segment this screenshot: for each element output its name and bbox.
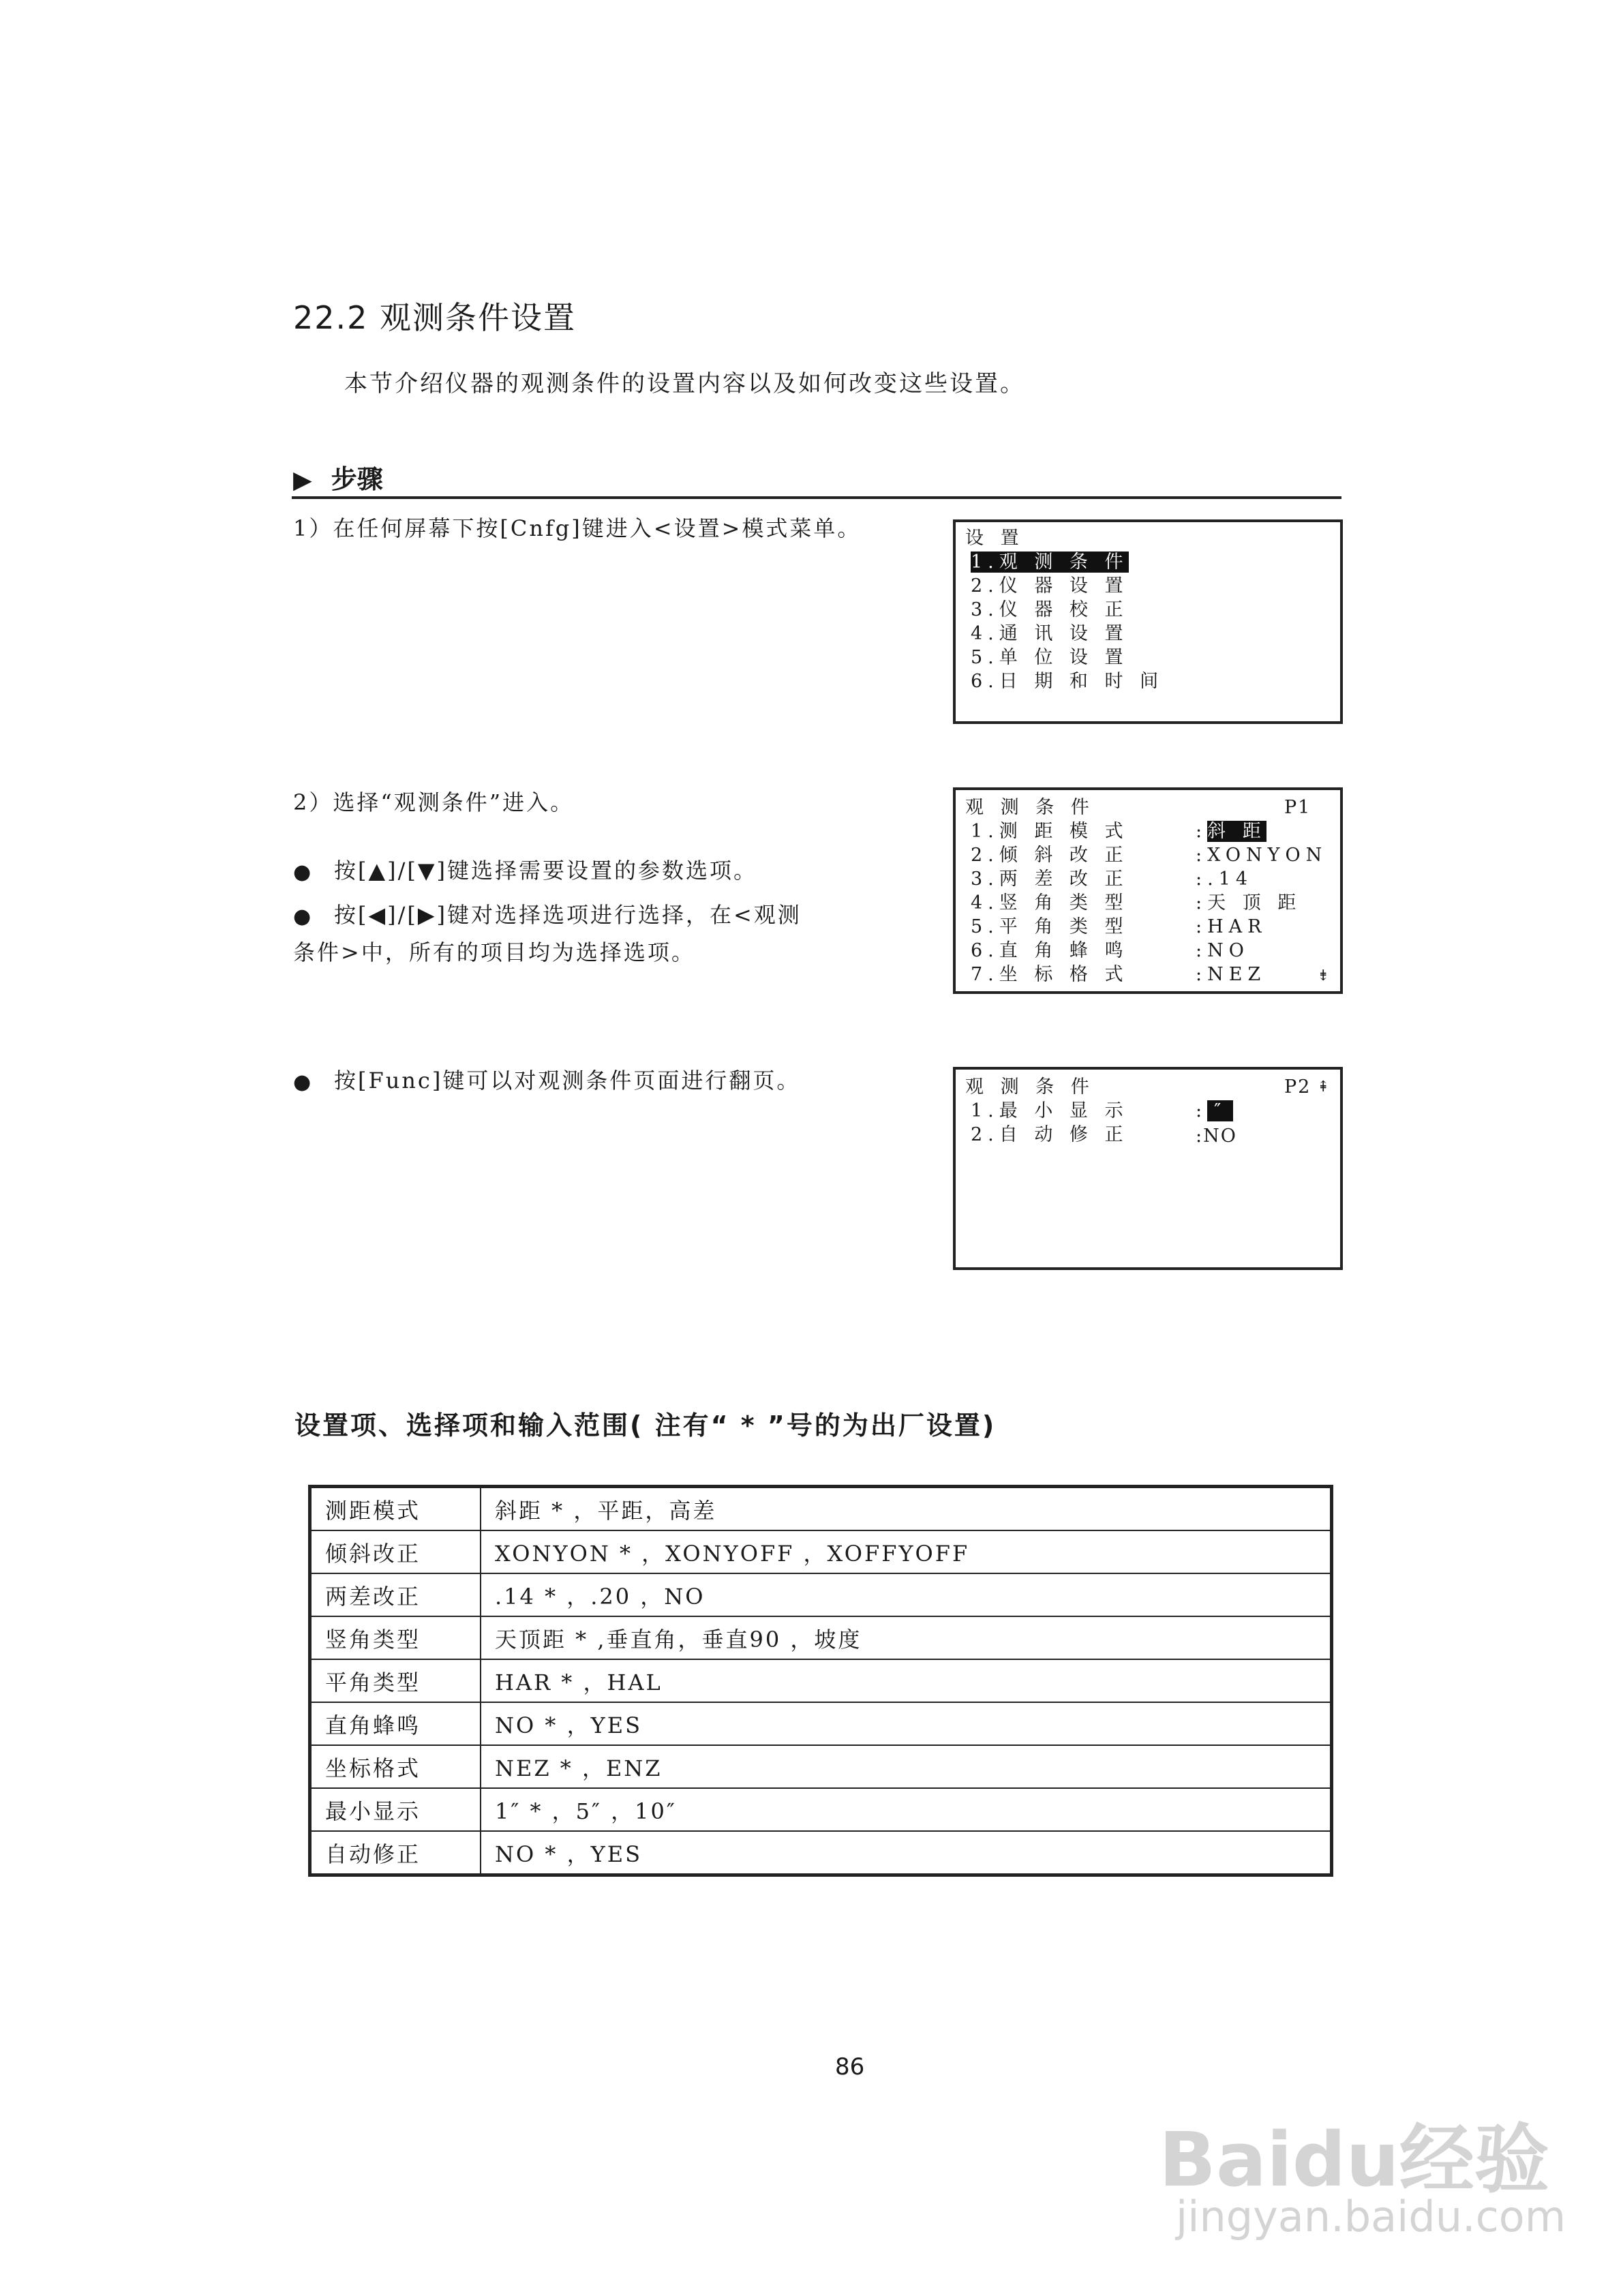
table-title: 设置项、选择项和输入范围( 注有“ * ”号的为出厂设置) xyxy=(294,1410,997,1440)
divider xyxy=(292,496,1341,499)
screen-title: 设 置 xyxy=(965,528,1025,549)
steps-header xyxy=(293,458,383,496)
table-row xyxy=(310,1573,1332,1616)
scroll-down-icon: ⇟ xyxy=(1317,967,1330,984)
section-title: 22.2 观测条件设置 xyxy=(293,299,577,336)
option-value: :XONYON xyxy=(1196,845,1328,866)
option-value: :NO xyxy=(1196,1126,1237,1147)
table-cell-options: 天顶距 * ,垂直角，垂直90 ，坡度 xyxy=(481,1616,1332,1659)
option-value: : ″ xyxy=(1196,1099,1233,1123)
table-cell-options: .14 * ，.20 ，NO xyxy=(481,1573,1332,1616)
menu-item: 2.仪 器 设 置 xyxy=(971,575,1129,596)
table-cell-options: NEZ * ，ENZ xyxy=(481,1745,1332,1788)
table-cell-options: NO * ，YES xyxy=(481,1702,1332,1745)
lcd-screen-obs-p1 xyxy=(953,787,1343,994)
bullet-icon: ● xyxy=(293,860,312,884)
table-row xyxy=(310,1745,1332,1788)
table-cell-item: 倾斜改正 xyxy=(310,1530,481,1573)
table-cell-options: NO * ，YES xyxy=(481,1831,1332,1875)
option-value: :HAR xyxy=(1196,916,1267,937)
table-cell-options: HAR * ，HAL xyxy=(481,1659,1332,1702)
menu-item: 1.观 测 条 件 xyxy=(971,552,1129,573)
table-row xyxy=(310,1702,1332,1745)
table-cell-item: 两差改正 xyxy=(310,1573,481,1616)
option-label: 4.竖 角 类 型 xyxy=(971,892,1129,913)
option-label: 1.最 小 显 示 xyxy=(971,1100,1129,1121)
option-value: :天 顶 距 xyxy=(1196,892,1302,913)
table-cell-options: 斜距 * ，平距，高差 xyxy=(481,1487,1332,1531)
steps-label: 步骤 xyxy=(331,464,383,494)
menu-item: 5.单 位 设 置 xyxy=(971,647,1129,668)
table-cell-item: 平角类型 xyxy=(310,1659,481,1702)
option-label: 7.坐 标 格 式 xyxy=(971,964,1129,985)
option-value: :NEZ xyxy=(1196,964,1266,985)
bullet-2-text-cont: 条件>中，所有的项目均为选择选项。 xyxy=(293,939,695,965)
option-value: :NO xyxy=(1196,940,1249,961)
bullet-icon: ● xyxy=(293,905,312,928)
menu-item: 6.日 期 和 时 间 xyxy=(971,671,1164,692)
screen-title: 观 测 条 件 xyxy=(965,1076,1095,1098)
bullet-3-text: 按[Func]键可以对观测条件页面进行翻页。 xyxy=(334,1068,801,1093)
baidu-logo-watermark: Baidu经验 xyxy=(1159,2116,1549,2203)
table-row xyxy=(310,1530,1332,1573)
intro-paragraph: 本节介绍仪器的观测条件的设置内容以及如何改变这些设置。 xyxy=(344,370,1025,397)
table-cell-item: 测距模式 xyxy=(310,1487,481,1531)
table-row xyxy=(310,1659,1332,1702)
option-label: 3.两 差 改 正 xyxy=(971,868,1129,890)
table-row xyxy=(310,1831,1332,1875)
page-number: 86 xyxy=(835,2053,865,2081)
watermark-url: jingyan.baidu.com xyxy=(1176,2192,1566,2241)
screen-title: 观 测 条 件 xyxy=(965,797,1095,818)
triangle-right-icon: ▶ xyxy=(293,466,312,494)
option-label: 5.平 角 类 型 xyxy=(971,916,1129,937)
bullet-icon: ● xyxy=(293,1070,312,1094)
scroll-up-icon: ⇞ xyxy=(1317,1078,1330,1096)
bullet-2-text: 按[◀]/[▶]键对选择选项进行选择，在<观测 xyxy=(334,902,802,928)
table-cell-item: 坐标格式 xyxy=(310,1745,481,1788)
table-row xyxy=(310,1616,1332,1659)
step-1-text: 1）在任何屏幕下按[Cnfg]键进入<设置>模式菜单。 xyxy=(293,515,862,541)
table-row xyxy=(310,1487,1332,1531)
option-label: 2.自 动 修 正 xyxy=(971,1124,1129,1145)
lcd-screen-settings xyxy=(953,519,1343,724)
option-label: 2.倾 斜 改 正 xyxy=(971,845,1129,866)
option-value: :斜 距 xyxy=(1196,821,1266,842)
menu-item: 3.仪 器 校 正 xyxy=(971,599,1129,620)
option-label: 1.测 距 模 式 xyxy=(971,821,1129,842)
table-cell-item: 直角蜂鸣 xyxy=(310,1702,481,1745)
table-cell-item: 竖角类型 xyxy=(310,1616,481,1659)
table-row xyxy=(310,1788,1332,1831)
menu-item: 4.通 讯 设 置 xyxy=(971,623,1129,644)
lcd-screen-obs-p2 xyxy=(953,1067,1343,1270)
settings-table xyxy=(308,1485,1333,1877)
option-value: :.14 xyxy=(1196,868,1254,890)
table-cell-options: 1″ * ，5″ ，10″ xyxy=(481,1788,1332,1831)
table-cell-item: 自动修正 xyxy=(310,1831,481,1875)
bullet-1-text: 按[▲]/[▼]键选择需要设置的参数选项。 xyxy=(334,858,757,883)
step-2-text: 2）选择“观测条件”进入。 xyxy=(293,789,575,815)
page-indicator: P1 xyxy=(1284,797,1311,818)
table-cell-options: XONYON * ，XONYOFF ，XOFFYOFF xyxy=(481,1530,1332,1573)
option-label: 6.直 角 蜂 鸣 xyxy=(971,940,1129,961)
page-indicator: P2 xyxy=(1284,1076,1311,1098)
table-cell-item: 最小显示 xyxy=(310,1788,481,1831)
